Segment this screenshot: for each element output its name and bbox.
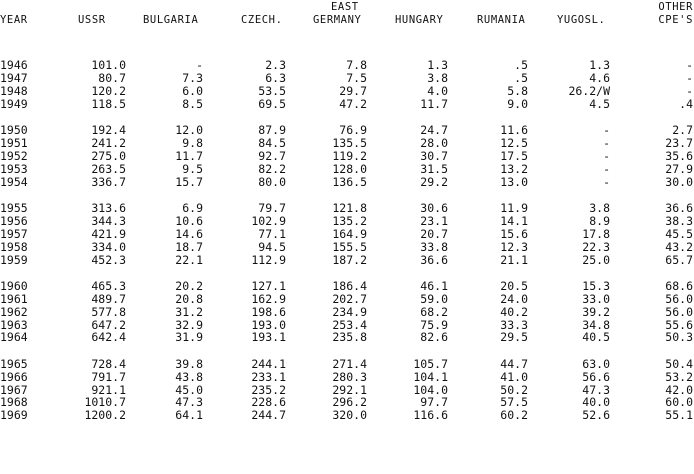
year-cell: 1966 (0, 369, 28, 384)
value-cell-ussr: 921.1 (91, 382, 126, 397)
value-cell-ussr: 1010.7 (84, 395, 126, 410)
value-cell-rumania: 12.3 (500, 239, 528, 254)
value-cell-yugosl: 40.0 (582, 395, 610, 410)
value-cell-yugosl: - (603, 161, 610, 176)
value-cell-czech: 112.9 (251, 252, 286, 267)
value-cell-yugosl: 40.5 (582, 330, 610, 345)
value-cell-yugosl: 4.6 (589, 70, 610, 85)
value-cell-egermany: 128.0 (332, 161, 367, 176)
column-header-czech: CZECH. (241, 14, 283, 26)
value-cell-ussr: 336.7 (91, 174, 126, 189)
value-cell-ussr: 334.0 (91, 239, 126, 254)
year-cell: 1955 (0, 200, 28, 215)
year-cell: 1953 (0, 161, 28, 176)
year-cell: 1969 (0, 408, 28, 423)
value-cell-bulgaria: 9.8 (182, 135, 203, 150)
value-cell-czech: 244.1 (251, 356, 286, 371)
value-cell-rumania: .5 (514, 70, 528, 85)
year-cell: 1958 (0, 239, 28, 254)
value-cell-rumania: 13.0 (500, 174, 528, 189)
value-cell-rumania: 29.5 (500, 330, 528, 345)
value-cell-egermany: 135.5 (332, 135, 367, 150)
column-header-ussr: USSR (78, 14, 106, 26)
value-cell-egermany: 121.8 (332, 200, 367, 215)
value-cell-rumania: 40.2 (500, 304, 528, 319)
value-cell-other: 53.2 (665, 369, 693, 384)
year-cell: 1956 (0, 213, 28, 228)
value-cell-egermany: 186.4 (332, 278, 367, 293)
value-cell-yugosl: - (603, 123, 610, 137)
value-cell-other: 2.7 (672, 123, 693, 137)
value-cell-bulgaria: 6.0 (182, 83, 203, 98)
value-cell-other: 45.5 (665, 226, 693, 241)
value-cell-bulgaria: 20.2 (175, 278, 203, 293)
value-cell-ussr: 263.5 (91, 161, 126, 176)
value-cell-bulgaria: 15.7 (175, 174, 203, 189)
value-cell-czech: 127.1 (251, 278, 286, 293)
value-cell-hungary: 97.7 (420, 395, 448, 410)
value-cell-hungary: 59.0 (420, 291, 448, 306)
value-cell-hungary: 75.9 (420, 317, 448, 332)
value-cell-egermany: 187.2 (332, 252, 367, 267)
value-cell-rumania: 60.2 (500, 408, 528, 423)
year-cell: 1952 (0, 148, 28, 163)
value-cell-other: 30.0 (665, 174, 693, 189)
value-cell-egermany: 29.7 (339, 83, 367, 98)
value-cell-egermany: 7.5 (346, 70, 367, 85)
value-cell-rumania: 15.6 (500, 226, 528, 241)
value-cell-czech: 77.1 (258, 226, 286, 241)
value-cell-yugosl: 39.2 (582, 304, 610, 319)
value-cell-yugosl: 26.2/W (568, 83, 610, 98)
value-cell-hungary: 105.7 (413, 356, 448, 371)
value-cell-hungary: 68.2 (420, 304, 448, 319)
value-cell-yugosl: 34.8 (582, 317, 610, 332)
value-cell-czech: 198.6 (251, 304, 286, 319)
value-cell-ussr: 728.4 (91, 356, 126, 371)
value-cell-czech: 80.0 (258, 174, 286, 189)
value-cell-bulgaria: 31.9 (175, 330, 203, 345)
year-cell: 1960 (0, 278, 28, 293)
value-cell-ussr: 642.4 (91, 330, 126, 345)
year-cell: 1954 (0, 174, 28, 189)
value-cell-hungary: 30.7 (420, 148, 448, 163)
value-cell-czech: 193.1 (251, 330, 286, 345)
value-cell-yugosl: 47.3 (582, 382, 610, 397)
value-cell-bulgaria: 32.9 (175, 317, 203, 332)
year-cell: 1951 (0, 135, 28, 150)
value-cell-egermany: 7.8 (346, 58, 367, 72)
value-cell-other: 56.0 (665, 291, 693, 306)
column-header-rumania: RUMANIA (477, 14, 526, 26)
value-cell-rumania: 21.1 (500, 252, 528, 267)
value-cell-other: 50.3 (665, 330, 693, 345)
value-cell-ussr: 577.8 (91, 304, 126, 319)
year-cell: 1962 (0, 304, 28, 319)
value-cell-rumania: 11.6 (500, 123, 528, 137)
value-cell-ussr: 275.0 (91, 148, 126, 163)
value-cell-egermany: 155.5 (332, 239, 367, 254)
value-cell-bulgaria: 43.8 (175, 369, 203, 384)
value-cell-yugosl: 1.3 (589, 58, 610, 72)
value-cell-bulgaria: 14.6 (175, 226, 203, 241)
value-cell-bulgaria: 7.3 (182, 70, 203, 85)
value-cell-bulgaria: 10.6 (175, 213, 203, 228)
value-cell-ussr: 465.3 (91, 278, 126, 293)
value-cell-egermany: 136.5 (332, 174, 367, 189)
value-cell-egermany: 320.0 (332, 408, 367, 423)
value-cell-bulgaria: 9.5 (182, 161, 203, 176)
value-cell-ussr: 489.7 (91, 291, 126, 306)
value-cell-egermany: 271.4 (332, 356, 367, 371)
value-cell-czech: 162.9 (251, 291, 286, 306)
value-cell-ussr: 344.3 (91, 213, 126, 228)
value-cell-czech: 69.5 (258, 96, 286, 111)
value-cell-egermany: 234.9 (332, 304, 367, 319)
year-cell: 1946 (0, 58, 28, 72)
value-cell-czech: 79.7 (258, 200, 286, 215)
value-cell-yugosl: 22.3 (582, 239, 610, 254)
value-cell-ussr: 647.2 (91, 317, 126, 332)
year-cell: 1947 (0, 70, 28, 85)
value-cell-other: 38.3 (665, 213, 693, 228)
year-cell: 1968 (0, 395, 28, 410)
value-cell-other: - (686, 58, 693, 72)
year-cell: 1957 (0, 226, 28, 241)
value-cell-hungary: 116.6 (413, 408, 448, 423)
value-cell-bulgaria: 12.0 (175, 123, 203, 137)
value-cell-hungary: 3.8 (427, 70, 448, 85)
value-cell-yugosl: - (603, 148, 610, 163)
value-cell-other: 27.9 (665, 161, 693, 176)
value-cell-yugosl: 17.8 (582, 226, 610, 241)
value-cell-rumania: 5.8 (507, 83, 528, 98)
value-cell-czech: 82.2 (258, 161, 286, 176)
value-cell-other: 60.0 (665, 395, 693, 410)
value-cell-czech: 2.3 (265, 58, 286, 72)
value-cell-other: 42.0 (665, 382, 693, 397)
value-cell-bulgaria: 47.3 (175, 395, 203, 410)
value-cell-bulgaria: 18.7 (175, 239, 203, 254)
column-header-egermany: GERMANY (313, 14, 362, 26)
value-cell-egermany: 135.2 (332, 213, 367, 228)
value-cell-other: 56.0 (665, 304, 693, 319)
value-cell-czech: 244.7 (251, 408, 286, 423)
value-cell-rumania: 13.2 (500, 161, 528, 176)
value-cell-bulgaria: 45.0 (175, 382, 203, 397)
year-cell: 1967 (0, 382, 28, 397)
value-cell-yugosl: 52.6 (582, 408, 610, 423)
value-cell-other: 23.7 (665, 135, 693, 150)
column-header-year: YEAR (0, 14, 28, 26)
value-cell-hungary: 31.5 (420, 161, 448, 176)
value-cell-czech: 92.7 (258, 148, 286, 163)
value-cell-bulgaria: 20.8 (175, 291, 203, 306)
year-cell: 1950 (0, 123, 28, 137)
value-cell-ussr: 452.3 (91, 252, 126, 267)
value-cell-other: 65.7 (665, 252, 693, 267)
column-header-other-top: OTHER (658, 1, 693, 13)
year-cell: 1965 (0, 356, 28, 371)
value-cell-yugosl: 56.6 (582, 369, 610, 384)
value-cell-ussr: 241.2 (91, 135, 126, 150)
value-cell-hungary: 33.8 (420, 239, 448, 254)
value-cell-hungary: 46.1 (420, 278, 448, 293)
value-cell-ussr: 118.5 (91, 96, 126, 111)
value-cell-yugosl: - (603, 135, 610, 150)
value-cell-hungary: 20.7 (420, 226, 448, 241)
value-cell-other: - (686, 70, 693, 85)
value-cell-bulgaria: - (196, 58, 203, 72)
year-cell: 1948 (0, 83, 28, 98)
value-cell-hungary: 1.3 (427, 58, 448, 72)
value-cell-rumania: 24.0 (500, 291, 528, 306)
value-cell-egermany: 292.1 (332, 382, 367, 397)
value-cell-rumania: 44.7 (500, 356, 528, 371)
year-cell: 1959 (0, 252, 28, 267)
value-cell-bulgaria: 8.5 (182, 96, 203, 111)
column-header-egermany-top: EAST (331, 1, 359, 13)
value-cell-other: 36.6 (665, 200, 693, 215)
value-cell-other: 55.6 (665, 317, 693, 332)
value-cell-egermany: 235.8 (332, 330, 367, 345)
value-cell-ussr: 80.7 (98, 70, 126, 85)
value-cell-other: - (686, 83, 693, 98)
value-cell-bulgaria: 31.2 (175, 304, 203, 319)
value-cell-egermany: 76.9 (339, 123, 367, 137)
value-cell-egermany: 164.9 (332, 226, 367, 241)
value-cell-rumania: 9.0 (507, 96, 528, 111)
year-cell: 1963 (0, 317, 28, 332)
value-cell-hungary: 104.0 (413, 382, 448, 397)
value-cell-hungary: 23.1 (420, 213, 448, 228)
value-cell-czech: 84.5 (258, 135, 286, 150)
value-cell-ussr: 313.6 (91, 200, 126, 215)
value-cell-egermany: 280.3 (332, 369, 367, 384)
value-cell-other: 50.4 (665, 356, 693, 371)
value-cell-bulgaria: 11.7 (175, 148, 203, 163)
value-cell-yugosl: 63.0 (582, 356, 610, 371)
value-cell-yugosl: - (603, 174, 610, 189)
value-cell-czech: 235.2 (251, 382, 286, 397)
value-cell-czech: 228.6 (251, 395, 286, 410)
value-cell-hungary: 24.7 (420, 123, 448, 137)
value-cell-hungary: 82.6 (420, 330, 448, 345)
value-cell-hungary: 36.6 (420, 252, 448, 267)
value-cell-egermany: 47.2 (339, 96, 367, 111)
value-cell-yugosl: 25.0 (582, 252, 610, 267)
value-cell-bulgaria: 6.9 (182, 200, 203, 215)
value-cell-ussr: 101.0 (91, 58, 126, 72)
value-cell-hungary: 4.0 (427, 83, 448, 98)
value-cell-hungary: 29.2 (420, 174, 448, 189)
value-cell-hungary: 28.0 (420, 135, 448, 150)
value-cell-egermany: 202.7 (332, 291, 367, 306)
year-cell: 1964 (0, 330, 28, 345)
value-cell-other: 55.1 (665, 408, 693, 423)
value-cell-other: 43.2 (665, 239, 693, 254)
value-cell-rumania: 17.5 (500, 148, 528, 163)
value-cell-czech: 102.9 (251, 213, 286, 228)
year-cell: 1949 (0, 96, 28, 111)
value-cell-rumania: 20.5 (500, 278, 528, 293)
value-cell-other: 35.6 (665, 148, 693, 163)
value-cell-hungary: 30.6 (420, 200, 448, 215)
column-header-other: CPE'S (658, 14, 693, 26)
value-cell-czech: 233.1 (251, 369, 286, 384)
value-cell-rumania: 41.0 (500, 369, 528, 384)
value-cell-hungary: 11.7 (420, 96, 448, 111)
value-cell-hungary: 104.1 (413, 369, 448, 384)
value-cell-ussr: 1200.2 (84, 408, 126, 423)
column-header-hungary: HUNGARY (395, 14, 444, 26)
value-cell-rumania: 33.3 (500, 317, 528, 332)
value-cell-yugosl: 8.9 (589, 213, 610, 228)
value-cell-yugosl: 3.8 (589, 200, 610, 215)
value-cell-other: .4 (679, 96, 693, 111)
value-cell-czech: 87.9 (258, 123, 286, 137)
value-cell-bulgaria: 64.1 (175, 408, 203, 423)
value-cell-bulgaria: 22.1 (175, 252, 203, 267)
column-header-bulgaria: BULGARIA (143, 14, 199, 26)
value-cell-egermany: 296.2 (332, 395, 367, 410)
year-cell: 1961 (0, 291, 28, 306)
value-cell-yugosl: 15.3 (582, 278, 610, 293)
value-cell-ussr: 791.7 (91, 369, 126, 384)
value-cell-egermany: 253.4 (332, 317, 367, 332)
value-cell-rumania: .5 (514, 58, 528, 72)
value-cell-czech: 193.0 (251, 317, 286, 332)
value-cell-yugosl: 33.0 (582, 291, 610, 306)
value-cell-czech: 6.3 (265, 70, 286, 85)
value-cell-bulgaria: 39.8 (175, 356, 203, 371)
value-cell-ussr: 120.2 (91, 83, 126, 98)
value-cell-rumania: 50.2 (500, 382, 528, 397)
value-cell-yugosl: 4.5 (589, 96, 610, 111)
value-cell-other: 68.6 (665, 278, 693, 293)
value-cell-rumania: 14.1 (500, 213, 528, 228)
value-cell-rumania: 57.5 (500, 395, 528, 410)
column-header-yugosl: YUGOSL. (557, 14, 606, 26)
value-cell-czech: 53.5 (258, 83, 286, 98)
value-cell-rumania: 11.9 (500, 200, 528, 215)
value-cell-ussr: 192.4 (91, 123, 126, 137)
value-cell-ussr: 421.9 (91, 226, 126, 241)
value-cell-rumania: 12.5 (500, 135, 528, 150)
value-cell-egermany: 119.2 (332, 148, 367, 163)
value-cell-czech: 94.5 (258, 239, 286, 254)
